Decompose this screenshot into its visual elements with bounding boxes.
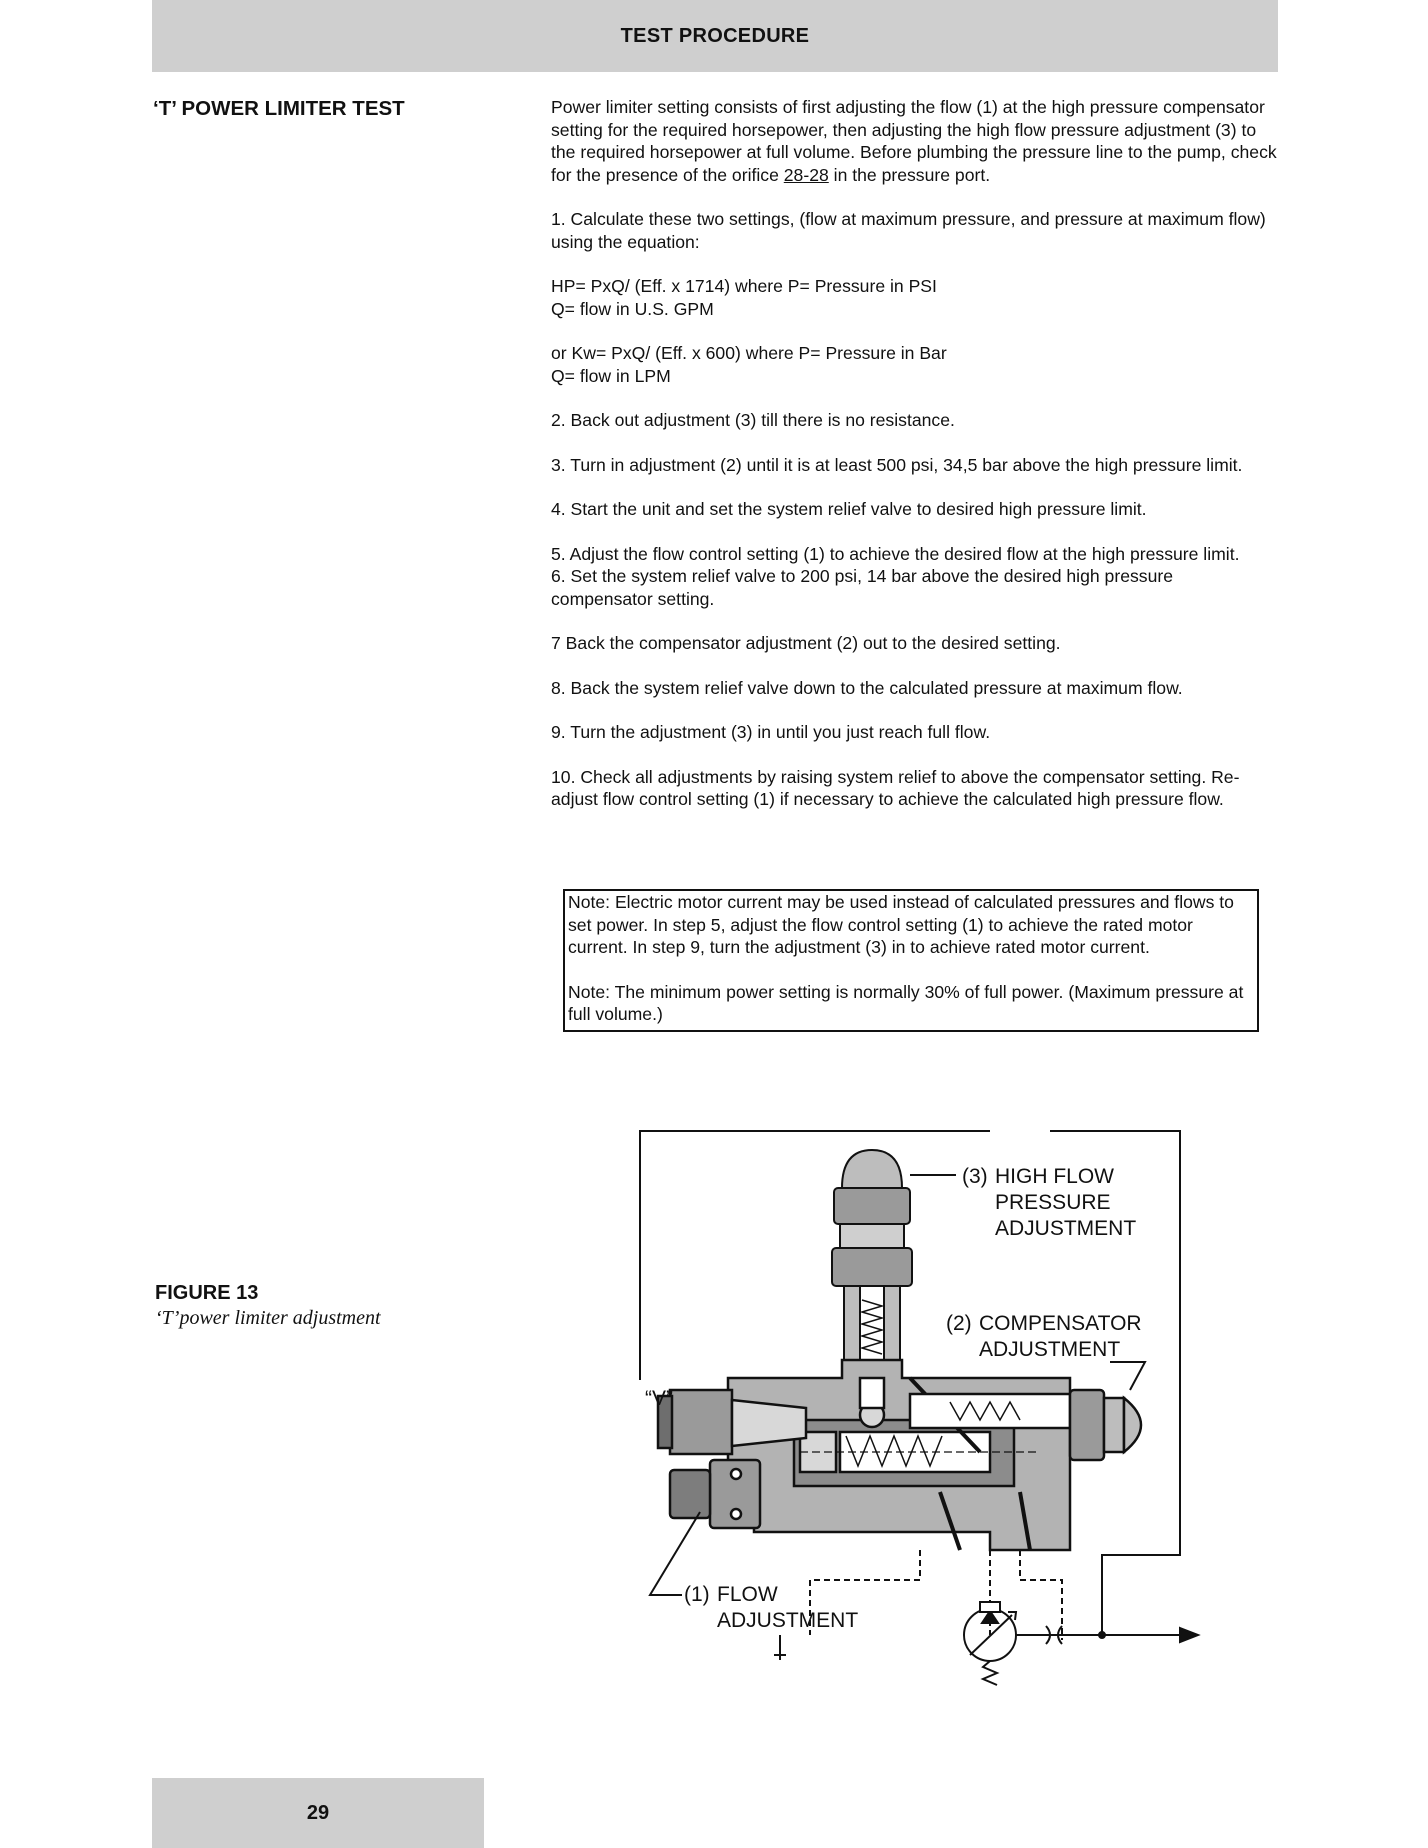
high-flow-callout: (3) HIGH FLOW PRESSURE ADJUSTMENT — [962, 1165, 1137, 1240]
step-2: 2. Back out adjustment (3) till there is no resistance. — [551, 410, 955, 430]
step-5: 5. Adjust the flow control setting (1) to achieve the desired flow at the high pressure limit. — [551, 543, 1240, 564]
page-number: 29 — [306, 1801, 330, 1824]
compensator-callout: (2) COMPENSATOR ADJUSTMENT — [946, 1312, 1142, 1361]
flow-adjuster — [670, 1460, 760, 1528]
note-minimum-power: Note: The minimum power setting is normally 30% of full power. (Maximum pressure at full volume.) — [568, 981, 1244, 1024]
footer-bar — [152, 1778, 484, 1848]
hp-equation: HP= PxQ/ (Eff. x 1714) where P= Pressure in PSI Q= flow in U.S. GPM — [551, 276, 937, 319]
procedure-text — [551, 96, 1277, 811]
step-8: 8. Back the system relief valve down to the calculated pressure at maximum flow. — [551, 677, 1183, 698]
v-port-label: “V” — [645, 1387, 673, 1410]
step-1: 1. Calculate these two settings, (flow at maximum pressure, and pressure at maximum flow) using the equation: — [551, 209, 1266, 252]
valve-body — [728, 1360, 1070, 1550]
figure-caption: ‘T’power limiter adjustment — [155, 1307, 381, 1329]
section-heading: ‘T’ POWER LIMITER TEST — [153, 97, 405, 120]
header-bar — [152, 0, 1278, 72]
step-10: 10. Check all adjustments by raising system relief to above the compensator setting. Re-adjust flow control setting (1) if necessary to achieve the calculated high pressure flow. — [551, 766, 1240, 809]
step-4: 4. Start the unit and set the system relief valve to desired high pressure limit. — [551, 499, 1147, 519]
power-limiter-diagram — [610, 1060, 1210, 1700]
step-9: 9. Turn the adjustment (3) in until you just reach full flow. — [551, 722, 991, 742]
step-7: 7 Back the compensator adjustment (2) out to the desired setting. — [551, 633, 1061, 653]
figure-label: FIGURE 13 — [155, 1282, 259, 1304]
page-header-title: TEST PROCEDURE — [620, 24, 810, 47]
flow-callout: (1) FLOW ADJUSTMENT — [684, 1583, 859, 1632]
orifice-reference-link[interactable]: 28-28 — [783, 164, 829, 185]
intro-paragraph: Power limiter setting consists of first adjusting the flow (1) at the high pressure compensator setting for the required horsepower, then adjusting the high flow pressure adjustment (3) to the required horsepower at full volume. Before plumbing the pressure line to the pump, check for the presence of the orifice 28-28 in the pressure port. — [551, 97, 1277, 185]
step-3: 3. Turn in adjustment (2) until it is at least 500 psi, 34,5 bar above the high pressure limit. — [551, 454, 1243, 475]
valve-schematic-svg — [610, 1060, 1210, 1700]
note-box — [563, 889, 1259, 1032]
kw-equation: or Kw= PxQ/ (Eff. x 600) where P= Pressure in Bar Q= flow in LPM — [551, 343, 947, 386]
note-motor-current: Note: Electric motor current may be used instead of calculated pressures and flows to set power. In step 5, adjust the flow control setting (1) to achieve the rated motor current. In step 9, turn the adjustment (3) in to achieve rated motor current. — [568, 892, 1234, 957]
step-6: 6. Set the system relief valve to 200 psi, 14 bar above the desired high pressure compensator setting. — [551, 566, 1174, 609]
